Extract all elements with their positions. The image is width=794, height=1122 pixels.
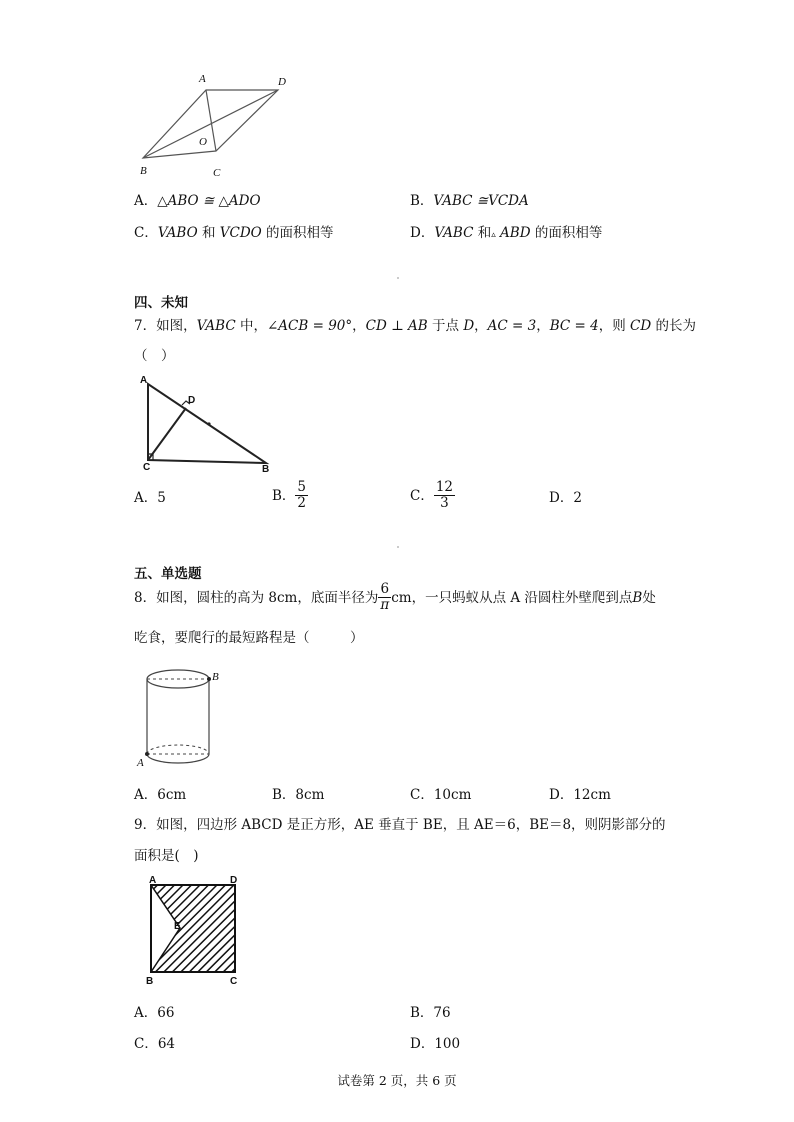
- square-figure: [142, 874, 247, 989]
- section-5-title: 五、单选题: [134, 566, 202, 582]
- q7-stem: 7．如图，VABC 中，∠ACB = 90°，CD ⊥ AB 于点 D，AC = 3，BC = 4，则 CD 的长为: [134, 318, 696, 334]
- cylinder-bottom-back: [147, 745, 209, 754]
- q9-option-a[interactable]: A．66: [134, 1005, 175, 1021]
- separator-dot: [397, 277, 399, 279]
- q9-stem-line2: 面积是( ): [134, 848, 199, 864]
- label-a: A: [149, 875, 157, 886]
- section-4-title: 四、未知: [134, 295, 188, 311]
- fraction: $\frac{5}{2}$: [297, 479, 307, 511]
- q6-option-b[interactable]: B．VABC ≅VCDA: [410, 193, 529, 209]
- label-o: O: [199, 136, 207, 148]
- page-footer: 试卷第 2 页，共 6 页: [337, 1073, 457, 1088]
- point-b: [207, 677, 211, 681]
- q7-answer-paren: （ ）: [134, 348, 175, 364]
- cylinder-bottom-front: [147, 754, 209, 763]
- label-d: D: [188, 395, 196, 406]
- cylinder-figure: [134, 664, 234, 774]
- label-a: A: [140, 375, 148, 386]
- shaded-region: [151, 885, 235, 972]
- separator-dot: [397, 546, 399, 548]
- altitude-cd: [148, 408, 186, 460]
- label-e: E: [174, 921, 181, 932]
- tick-mark: [207, 422, 210, 425]
- fraction: $\frac{6}{\pi}$: [380, 581, 390, 613]
- rhombus-figure: [130, 70, 290, 180]
- fraction: $\frac{12}{3}$: [435, 479, 454, 511]
- q6-option-a[interactable]: A．△ABO ≅ △ADO: [134, 193, 261, 209]
- label-c: C: [230, 976, 238, 987]
- label-c: C: [143, 462, 151, 473]
- label-d: D: [278, 76, 286, 88]
- q7-option-a[interactable]: A．5: [134, 490, 166, 506]
- q7-option-c[interactable]: C． $\frac{12}{3}$: [410, 479, 454, 511]
- q7-option-b[interactable]: B． $\frac{5}{2}$: [272, 479, 307, 511]
- q6-option-c[interactable]: C．VABO 和 VCDO 的面积相等: [134, 225, 334, 241]
- label-a: A: [137, 757, 144, 769]
- q9-option-b[interactable]: B．76: [410, 1005, 451, 1021]
- triangle-abc: [148, 384, 266, 463]
- q9-stem-line1: 9．如图，四边形 ABCD 是正方形，AE 垂直于 BE，且 AE＝6，BE＝8，则阴影部分的: [134, 817, 666, 833]
- q8-stem-line2: 吃食，要爬行的最短路程是（ ）: [134, 630, 364, 646]
- diagonal-ac: [206, 90, 216, 151]
- point-a: [145, 752, 149, 756]
- q9-option-d[interactable]: D．100: [410, 1036, 461, 1052]
- label-d: D: [230, 875, 238, 886]
- label-b: B: [212, 671, 219, 683]
- q9-option-c[interactable]: C．64: [134, 1036, 176, 1052]
- q8-option-c[interactable]: C．10cm: [410, 787, 472, 803]
- q8-option-a[interactable]: A．6cm: [134, 787, 187, 803]
- label-b: B: [262, 464, 270, 475]
- q8-option-b[interactable]: B．8cm: [272, 787, 325, 803]
- label-c: C: [213, 167, 221, 179]
- q8-option-d[interactable]: D．12cm: [549, 787, 611, 803]
- diagonal-bd: [143, 90, 278, 158]
- label-a: A: [199, 73, 206, 85]
- right-triangle-figure: [136, 372, 286, 476]
- q8-stem-line1: 8．如图，圆柱的高为 8cm，底面半径为 $\frac{6}{\pi}$ cm，一只蚂蚁从点 A 沿圆柱外壁爬到点 B 处: [134, 581, 656, 613]
- q7-option-d[interactable]: D．2: [549, 490, 582, 506]
- label-b: B: [140, 165, 147, 177]
- label-b: B: [146, 976, 154, 987]
- q6-option-d[interactable]: D．VABC 和▵ ABD 的面积相等: [410, 225, 603, 241]
